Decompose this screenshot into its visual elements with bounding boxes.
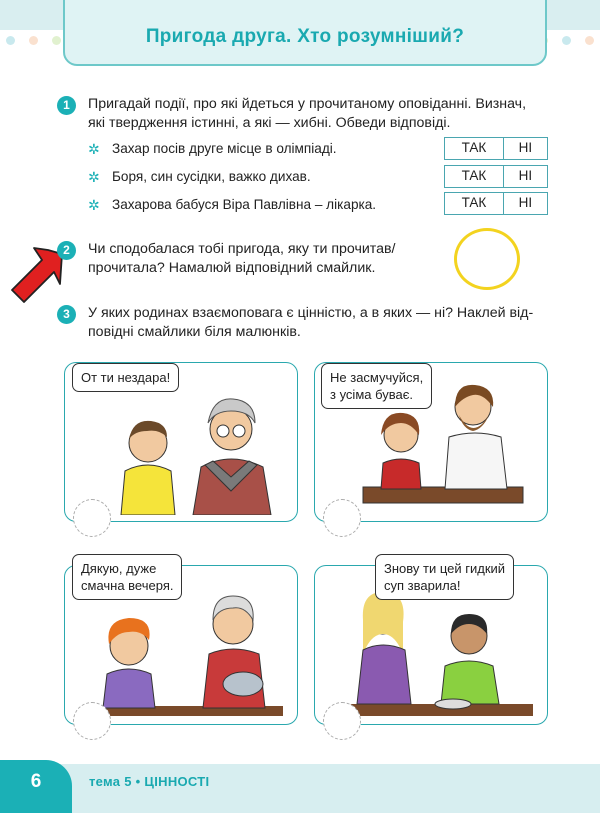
speech-bubble-1 — [72, 363, 179, 392]
red-arrow-icon — [8, 246, 64, 314]
bubble-3-line1: Дякую, дуже — [81, 561, 157, 576]
sticker-placeholder-1[interactable] — [73, 499, 111, 537]
bubble-4-line2: суп зварила! — [384, 578, 461, 593]
statement-3: Захарова бабуся Віра Павлівна – лікарка. — [112, 197, 377, 212]
picture-panel-3 — [64, 561, 298, 725]
sun-bullet-icon: ✲ — [88, 141, 100, 157]
answer-no-2[interactable]: НІ — [518, 168, 533, 183]
page-number: 6 — [30, 771, 42, 792]
speech-bubble-3 — [72, 554, 182, 600]
speech-bubble-4 — [375, 554, 514, 600]
sticker-placeholder-3[interactable] — [73, 702, 111, 740]
bubble-3-line2: смачна вечеря. — [81, 578, 174, 593]
answer-yes-3[interactable]: ТАК — [445, 193, 504, 214]
title-box — [63, 0, 547, 66]
bubble-2-line1: Не засмучуйся, — [330, 370, 424, 385]
task3-text-line2: повідні смайлики біля малюнків. — [88, 324, 301, 340]
answer-yes-1[interactable]: ТАК — [445, 138, 504, 159]
answer-box-1 — [444, 137, 548, 160]
picture-panel-4 — [314, 561, 548, 725]
page-title: Пригода друга. Хто розумніший? — [145, 26, 465, 47]
bubble-2-line2: з усіма буває. — [330, 387, 413, 402]
task-number-3: 3 — [57, 305, 76, 324]
task-number-1: 1 — [57, 96, 76, 115]
answer-no-3[interactable]: НІ — [518, 195, 533, 210]
boy-and-grandma-illustration — [73, 371, 291, 515]
statement-2: Боря, син сусідки, важко дихав. — [112, 169, 311, 184]
task2-text-line1: Чи сподобалася тобі пригода, яку ти прочитав/ — [88, 241, 396, 257]
picture-panel-1 — [64, 362, 298, 522]
speech-bubble-2 — [321, 363, 432, 409]
task-number-2: 2 — [57, 241, 76, 260]
answer-yes-2[interactable]: ТАК — [445, 166, 504, 187]
footer-theme-label: тема 5 • ЦІННОСТІ — [89, 774, 210, 789]
answer-box-2 — [444, 165, 548, 188]
sticker-placeholder-4[interactable] — [323, 702, 361, 740]
picture-panel-2 — [314, 362, 548, 522]
task2-text-line2: прочитала? Намалюй відповідний смайлик. — [88, 260, 376, 276]
sticker-placeholder-2[interactable] — [323, 499, 361, 537]
sun-bullet-icon: ✲ — [88, 169, 100, 185]
task1-text-line1: Пригадай події, про які йдеться у прочитаному оповіданні. Визнач, — [88, 96, 527, 112]
answer-no-1[interactable]: НІ — [518, 140, 533, 155]
smiley-draw-circle[interactable] — [454, 228, 520, 290]
bubble-1-line1: От ти нездара! — [81, 370, 171, 385]
task3-text-line1: У яких родинах взаємоповага є цінністю, а в яких — ні? Наклей від- — [88, 305, 534, 321]
task1-text-line2: які твердження істинні, а які — хибні. Обведи відповіді. — [88, 115, 451, 131]
statement-1: Захар посів друге місце в олімпіаді. — [112, 141, 337, 156]
answer-box-3 — [444, 192, 548, 215]
sun-bullet-icon: ✲ — [88, 197, 100, 213]
bubble-4-line1: Знову ти цей гидкий — [384, 561, 506, 576]
